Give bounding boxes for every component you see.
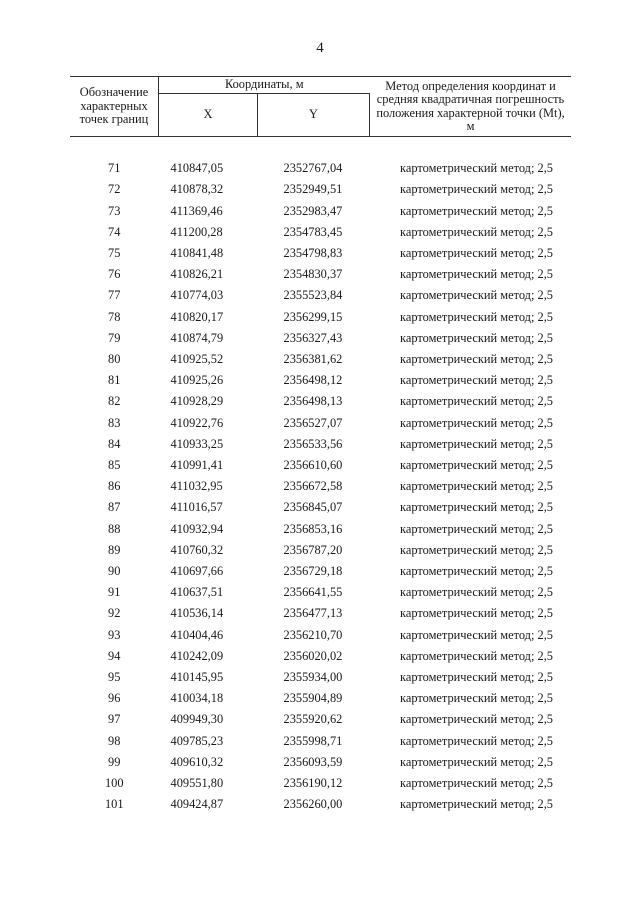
cell-y: 2356020,02 [283,648,343,663]
cell-method: картометрический метод; 2,5 [400,542,553,557]
table-row [70,201,571,222]
cell-point: 73 [108,203,121,218]
cell-x: 410874,79 [170,330,224,345]
cell-y: 2356299,15 [283,309,343,324]
cell-x: 410536,14 [170,606,224,621]
cell-y: 2355934,00 [283,670,343,685]
table-row [70,349,571,370]
cell-y: 2355920,62 [283,712,343,727]
table-row [70,582,571,603]
cell-method: картометрический метод; 2,5 [400,521,553,536]
table-row [70,307,571,328]
cell-x: 410034,18 [170,691,224,706]
cell-y: 2354798,83 [283,246,343,260]
cell-x: 409949,30 [170,712,224,727]
cell-x: 410878,32 [170,182,224,197]
table-row [70,709,571,730]
cell-method: картометрический метод; 2,5 [400,224,553,239]
cell-x: 410760,32 [170,542,224,557]
cell-y: 2356672,58 [283,479,343,494]
cell-method: картометрический метод; 2,5 [400,309,553,324]
cell-point: 76 [108,267,121,282]
table-row [70,519,571,540]
cell-point: 94 [108,648,121,663]
cell-point: 97 [108,712,121,727]
table-row [70,752,571,773]
cell-point: 81 [108,373,121,388]
cell-y: 2356498,12 [283,373,343,388]
cell-x: 410637,51 [170,585,224,600]
cell-method: картометрический метод; 2,5 [400,373,553,388]
cell-x: 409610,32 [170,754,224,769]
cell-method: картометрический метод; 2,5 [400,436,553,451]
table-row [70,370,571,391]
cell-y: 2356729,18 [283,564,343,579]
cell-x: 410774,03 [170,288,224,303]
cell-x: 410697,66 [170,564,224,579]
cell-x: 411032,95 [170,479,223,494]
cell-method: картометрический метод; 2,5 [400,776,553,791]
cell-x: 409551,80 [170,776,224,791]
header-x: X [159,94,258,137]
cell-method: картометрический метод; 2,5 [400,352,553,367]
table-body [70,137,571,816]
cell-method: картометрический метод; 2,5 [400,648,553,663]
cell-method: картометрический метод; 2,5 [400,458,553,473]
cell-point: 87 [108,500,121,515]
header-y: Y [258,94,370,137]
table-row [70,222,571,243]
table-row [70,264,571,285]
cell-method: картометрический метод; 2,5 [400,733,553,748]
table-row [70,731,571,752]
page-number: 4 [316,40,324,56]
header-method: Метод определения координат и средняя квадратичная погрешность положения характерной точки (Mt), м [370,77,572,137]
table-row [70,391,571,412]
table-row [70,455,571,476]
cell-method: картометрический метод; 2,5 [400,712,553,727]
cell-x: 410242,09 [170,648,224,663]
cell-method: картометрический метод; 2,5 [400,394,553,409]
cell-x: 411369,46 [170,203,223,218]
table-row [70,773,571,794]
cell-point: 86 [108,479,121,494]
cell-x: 410847,05 [170,161,224,176]
cell-point: 88 [108,521,121,536]
table-header [70,77,571,137]
table-row [70,179,571,200]
table-row [70,413,571,434]
cell-y: 2356498,13 [283,394,343,409]
cell-method: картометрический метод; 2,5 [400,288,553,303]
cell-y: 2355904,89 [283,691,343,706]
cell-x: 410922,76 [170,415,224,430]
table-row [70,434,571,455]
cell-method: картометрический метод; 2,5 [400,627,553,642]
cell-y: 2356845,07 [283,500,343,515]
cell-method: картометрический метод; 2,5 [400,161,553,176]
cell-method: картометрический метод; 2,5 [400,479,553,494]
cell-point: 89 [108,542,121,557]
cell-point: 85 [108,458,121,473]
cell-y: 2356787,20 [283,542,343,557]
table-row [70,285,571,306]
cell-method: картометрический метод; 2,5 [400,670,553,685]
cell-method: картометрический метод; 2,5 [400,330,553,345]
cell-y: 2354830,37 [283,267,343,282]
table-row [70,688,571,709]
cell-x: 410928,29 [170,394,224,409]
cell-method: картометрический метод; 2,5 [400,246,553,260]
cell-point: 78 [108,309,121,324]
cell-y: 2352983,47 [283,203,343,218]
cell-x: 410991,41 [170,458,224,473]
table-row [70,667,571,688]
coordinates-table [70,76,571,815]
table-row [70,561,571,582]
cell-x: 410826,21 [170,267,224,282]
table-row [70,158,571,179]
cell-x: 410925,52 [170,352,224,367]
cell-x: 411200,28 [170,224,223,239]
cell-x: 410925,26 [170,373,224,388]
table-row [70,646,571,667]
cell-y: 2352949,51 [283,182,343,197]
cell-point: 91 [108,585,121,600]
cell-y: 2356260,00 [283,797,343,812]
table-row [70,794,571,815]
table-row [70,328,571,349]
cell-y: 2356327,43 [283,330,343,345]
cell-x: 409424,87 [170,797,224,812]
cell-point: 95 [108,670,121,685]
table-row [70,603,571,624]
cell-point: 71 [108,161,121,176]
cell-point: 72 [108,182,121,197]
cell-point: 101 [104,797,124,812]
cell-y: 2356853,16 [283,521,343,536]
cell-x: 409785,23 [170,733,224,748]
cell-y: 2356381,62 [283,352,343,367]
table-row [70,625,571,646]
cell-y: 2355523,84 [283,288,343,303]
header-point-designation: Обозначение характерных точек границ [70,77,159,137]
cell-method: картометрический метод; 2,5 [400,500,553,515]
cell-point: 100 [104,776,124,791]
cell-point: 82 [108,394,121,409]
header-coordinates: Координаты, м [159,77,370,94]
cell-point: 83 [108,415,121,430]
cell-point: 96 [108,691,121,706]
cell-y: 2356190,12 [283,776,343,791]
cell-y: 2354783,45 [283,224,343,239]
cell-x: 411016,57 [170,500,223,515]
cell-point: 84 [108,436,121,451]
cell-method: картометрический метод; 2,5 [400,564,553,579]
cell-point: 99 [108,754,121,769]
cell-x: 410145,95 [170,670,224,685]
cell-y: 2356093,59 [283,754,343,769]
table-row [70,476,571,497]
cell-method: картометрический метод; 2,5 [400,606,553,621]
table-row [70,540,571,561]
cell-y: 2356210,70 [283,627,343,642]
cell-y: 2356610,60 [283,458,343,473]
cell-y: 2356533,56 [283,436,343,451]
cell-point: 80 [108,352,121,367]
cell-method: картометрический метод; 2,5 [400,267,553,282]
cell-y: 2356641,55 [283,585,343,600]
cell-method: картометрический метод; 2,5 [400,415,553,430]
cell-point: 98 [108,733,121,748]
cell-method: картометрический метод; 2,5 [400,182,553,197]
cell-point: 92 [108,606,121,621]
cell-y: 2352767,04 [283,161,343,176]
cell-y: 2355998,71 [283,733,343,748]
cell-x: 410404,46 [170,627,224,642]
cell-y: 2356477,13 [283,606,343,621]
cell-method: картометрический метод; 2,5 [400,797,553,812]
cell-x: 410820,17 [170,309,224,324]
cell-method: картометрический метод; 2,5 [400,754,553,769]
cell-y: 2356527,07 [283,415,343,430]
table-row [70,243,571,264]
cell-point: 75 [108,246,121,260]
cell-point: 74 [108,224,121,239]
cell-x: 410932,94 [170,521,224,536]
cell-point: 93 [108,627,121,642]
cell-point: 90 [108,564,121,579]
cell-method: картометрический метод; 2,5 [400,585,553,600]
cell-point: 79 [108,330,121,345]
cell-point: 77 [108,288,121,303]
table-row [70,497,571,518]
header-spacer [70,137,571,159]
cell-x: 410841,48 [170,246,224,260]
cell-x: 410933,25 [170,436,224,451]
cell-method: картометрический метод; 2,5 [400,203,553,218]
cell-method: картометрический метод; 2,5 [400,691,553,706]
